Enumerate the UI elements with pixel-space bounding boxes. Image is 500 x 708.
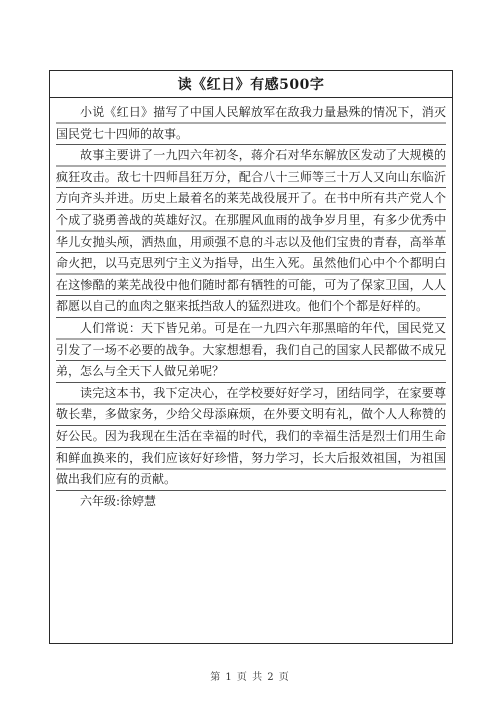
essay-title: 读《红日》有感500字 — [50, 71, 452, 98]
essay-paragraph-2: 故事主要讲了一九四六年初冬，蒋介石对华东解放区发动了大规模的疯狂攻击。敌七十四师昌狂万分，配合八十三师等三十万人又向山东临沂方向齐头并进。历史上最着名的莱芜战役展开了。在书中所有共产党人个个成了骁勇善战的英雄好汉。在那腥风血雨的战争岁月里，有多少优秀中华儿女抛头颅，洒热血，用顽强不息的斗志以及他们宝贵的青春，高举革命火把，以马克思列宁主义为指导，出生入死。虽然他们心中个个都明白在这惨酷的莱芜战役中他们随时都有牺牲的可能，可为了保家卫国，人人都愿以自己的血肉之躯来抵挡敌人的猛烈进攻。他们个个都是好样的。 — [56, 145, 446, 318]
essay-paragraph-1: 小说《红日》描写了中国人民解放军在敌我力量悬殊的情况下，消灭国民党七十四师的故事。 — [56, 102, 446, 145]
essay-paragraph-3: 人们常说：天下皆兄弟。可是在一九四六年那黑暗的年代，国民党又引发了一场不必要的战争。大家想想看，我们自己的国家人民都做不成兄弟，怎么与全天下人做兄弟呢？ — [56, 318, 446, 383]
essay-body — [50, 98, 452, 512]
author-signature: 六年级:徐婷慧 — [80, 493, 157, 508]
essay-paragraph-4: 读完这本书，我下定决心，在学校要好好学习，团结同学，在家要尊敬长辈，多做家务，少给父母添麻烦，在外要文明有礼，做个人人称赞的好公民。因为我现在生活在幸福的时代，我们的幸福生活是烈士们用生命和鲜血换来的，我们应该好好珍惜，努力学习，长大后报效祖国，为祖国做出我们应有的贡献。 — [56, 383, 446, 491]
essay-table — [49, 70, 453, 644]
page-number: 第 1 页 共 2 页 — [210, 672, 290, 683]
